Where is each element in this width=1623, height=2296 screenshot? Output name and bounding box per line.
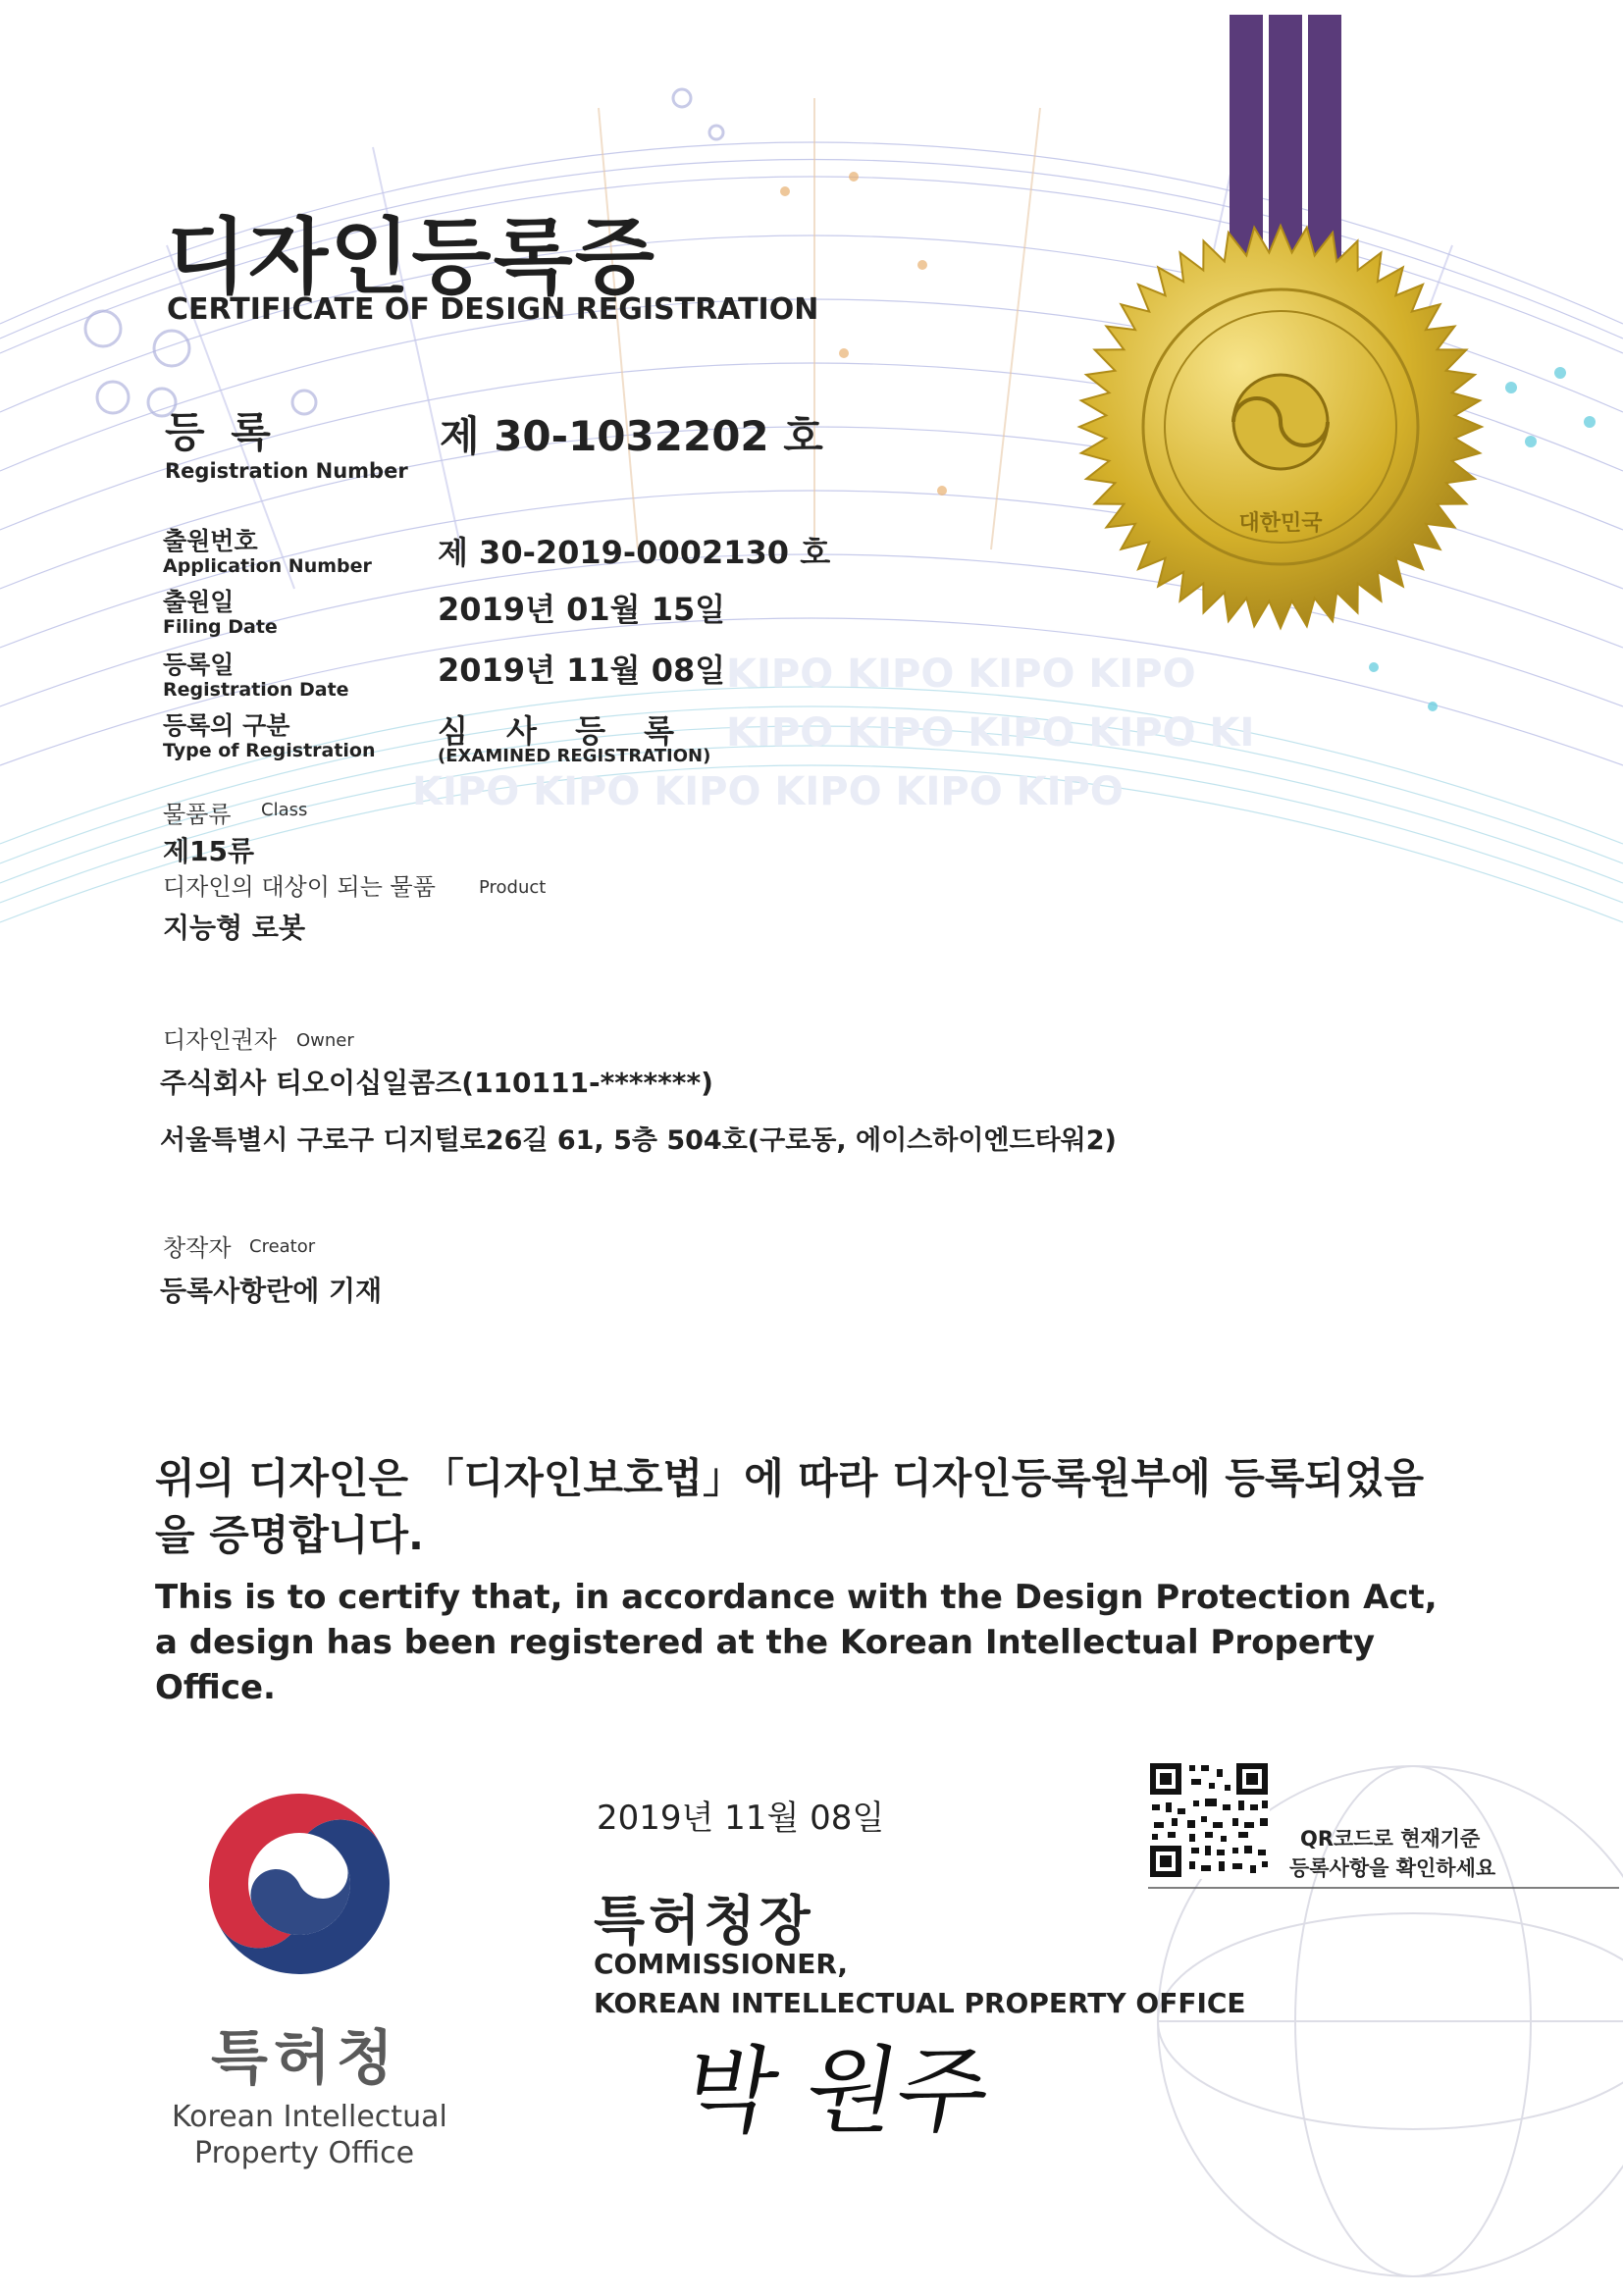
registration-date-label-ko: 등록일: [163, 651, 235, 679]
commissioner-title-en-1: COMMISSIONER,: [594, 1948, 849, 1980]
commissioner-title-ko: 특허청장: [594, 1890, 814, 1952]
product-value: 지능형 로봇: [163, 912, 305, 944]
qr-code-icon: [1148, 1761, 1270, 1879]
certificate-title-en: CERTIFICATE OF DESIGN REGISTRATION: [167, 292, 819, 327]
owner-label-en: Owner: [296, 1030, 354, 1051]
issue-date: 2019년 11월 08일: [597, 1799, 885, 1838]
application-label-ko: 출원번호: [163, 527, 258, 555]
svg-text:KIPO KIPO KIPO KIPO KI: KIPO KIPO KIPO KIPO KI: [726, 710, 1255, 756]
registration-date-label-en: Registration Date: [163, 679, 349, 701]
product-label-en: Product: [479, 877, 547, 898]
taeguk-logo-icon: [201, 1786, 397, 1982]
creator-label-en: Creator: [249, 1236, 316, 1257]
type-label-ko: 등록의 구분: [163, 711, 290, 740]
class-value: 제15류: [163, 835, 255, 867]
class-label-en: Class: [261, 800, 308, 820]
application-label-en: Application Number: [163, 555, 372, 577]
filing-date: 2019년 01월 15일: [438, 591, 726, 628]
registration-label-en: Registration Number: [165, 459, 408, 483]
declaration-en: This is to certify that, in accordance with the Design Protection Act, a design has been registered at the Korean Intellectual Property Office.: [155, 1578, 1438, 1707]
gold-seal-icon: [1074, 221, 1487, 633]
registration-type: 심 사 등 록: [438, 712, 689, 750]
registration-type-en: (EXAMINED REGISTRATION): [438, 746, 711, 766]
creator-label-ko: 창작자: [163, 1234, 232, 1262]
kipo-name-ko: 특허청: [211, 2024, 399, 2093]
owner-address: 서울특별시 구로구 디지털로26길 61, 5층 504호(구로동, 에이스하이엔드타워2): [160, 1125, 1117, 1156]
svg-text:KIPO KIPO KIPO KIPO KIPO KIPO: KIPO KIPO KIPO KIPO KIPO KIPO: [412, 769, 1124, 814]
filing-label-ko: 출원일: [163, 588, 235, 616]
owner-name: 주식회사 티오이십일콤즈(110111-*******): [160, 1067, 713, 1099]
type-label-en: Type of Registration: [163, 740, 376, 761]
registration-number: 제 30-1032202 호: [440, 412, 823, 460]
commissioner-title-en-2: KOREAN INTELLECTUAL PROPERTY OFFICE: [594, 1987, 1246, 2019]
commissioner-signature: 박 원주: [675, 2036, 999, 2146]
qr-caption-1: QR코드로 현재기준: [1300, 1827, 1481, 1851]
kipo-name-en-1: Korean Intellectual: [172, 2100, 447, 2134]
registration-label-ko: 등 록: [165, 408, 277, 456]
creator-value: 등록사항란에 기재: [160, 1275, 383, 1307]
registration-date: 2019년 11월 08일: [438, 652, 726, 689]
filing-label-en: Filing Date: [163, 616, 278, 638]
svg-text:KIPO KIPO KIPO KIPO: KIPO KIPO KIPO KIPO: [726, 652, 1196, 697]
certificate-title-ko: 디자인등록증: [167, 209, 656, 305]
class-label-ko: 물품류: [163, 801, 232, 828]
seal-text: 대한민국: [1238, 511, 1323, 536]
qr-caption-2: 등록사항을 확인하세요: [1289, 1856, 1496, 1880]
kipo-name-en-2: Property Office: [194, 2136, 415, 2170]
declaration-ko: 위의 디자인은 「디자인보호법」에 따라 디자인등록원부에 등록되었음을 증명합니다.: [155, 1454, 1425, 1559]
owner-label-ko: 디자인권자: [163, 1026, 277, 1054]
product-label-ko: 디자인의 대상이 되는 물품: [163, 873, 436, 901]
application-number: 제 30-2019-0002130 호: [438, 534, 831, 571]
